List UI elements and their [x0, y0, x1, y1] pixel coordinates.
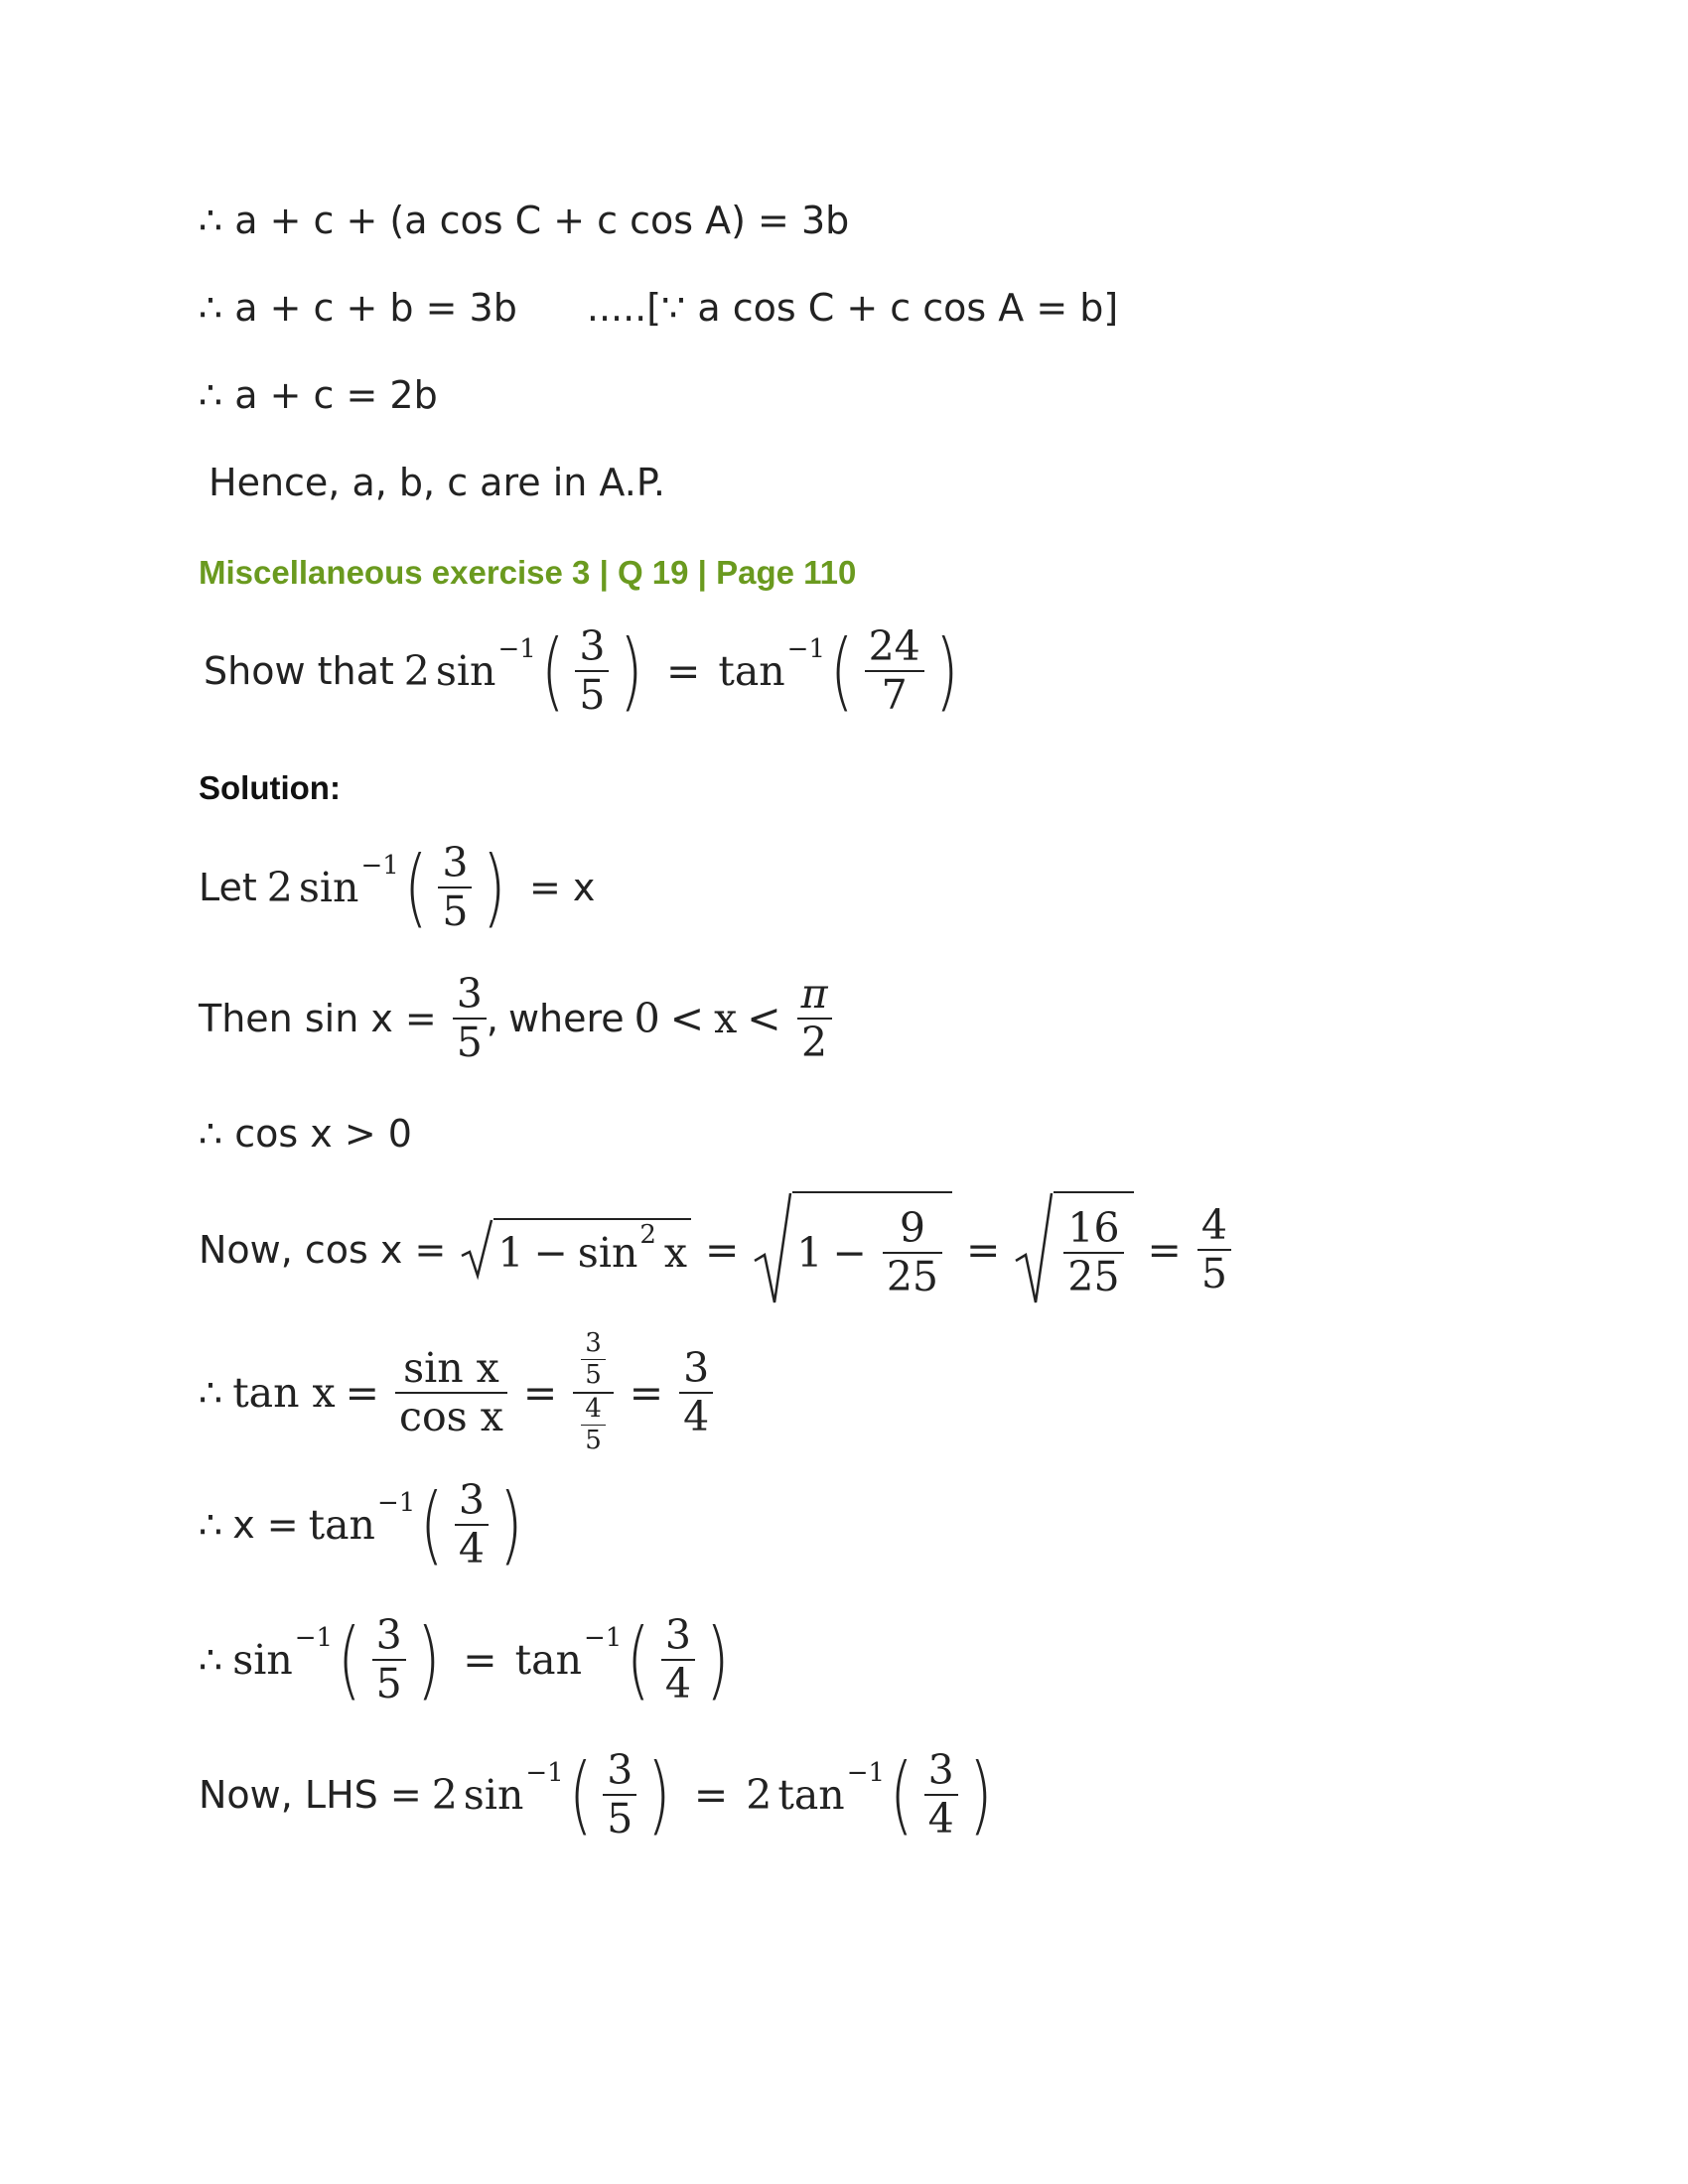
cos-eq-2: = — [966, 1226, 1001, 1274]
let-frac — [438, 839, 472, 936]
lhs-frac-1-num: 3 — [607, 1746, 633, 1794]
sqrt-3-radicand — [1054, 1191, 1133, 1308]
cos-eq-3: = — [1147, 1226, 1182, 1274]
identity-frac-1 — [372, 1611, 406, 1708]
sqrt-2-minus: − — [832, 1229, 867, 1277]
x-paren: ( $\frac{3}{4}$ ) — [420, 1475, 523, 1575]
proof-line-3 — [199, 373, 438, 417]
lhs-eq: = — [693, 1771, 729, 1820]
tan-eq-1: = — [345, 1368, 380, 1417]
question-statement — [204, 621, 963, 722]
tan-compound-top-den: 5 — [585, 1360, 602, 1391]
then-lt-1: < — [669, 995, 705, 1043]
sqrt-2-den: 25 — [886, 1253, 939, 1300]
then-two: 2 — [801, 1019, 828, 1067]
question-sin-inv: −1 — [497, 634, 536, 665]
sqrt-3-frac — [1063, 1203, 1123, 1300]
cos-eq-1: = — [705, 1226, 740, 1274]
sqrt-1 — [460, 1218, 691, 1282]
tan-compound-bottom-den: 5 — [585, 1425, 602, 1455]
question-tan-inv: −1 — [786, 634, 825, 665]
tan-compound-bottom-num: 4 — [585, 1393, 602, 1424]
identity-therefore: ∴ — [199, 1638, 223, 1683]
sqrt-1-x: x — [663, 1229, 688, 1277]
now-cos-prefix: Now, cos x = — [199, 1228, 447, 1272]
sqrt-1-sup: 2 — [639, 1220, 656, 1250]
x-tan-inv: −1 — [376, 1488, 416, 1519]
let-sin: sin — [298, 864, 359, 912]
identity-frac-2 — [661, 1611, 695, 1708]
question-frac-1-den: 5 — [579, 671, 606, 720]
question-prefix: Show that — [204, 649, 394, 694]
sqrt-1-minus: − — [533, 1229, 568, 1277]
lhs-sin: sin — [463, 1771, 524, 1820]
identity-tan-inv: −1 — [583, 1623, 623, 1654]
proof-conclusion-text: Hence, a, b, c are in A.P. — [209, 461, 665, 504]
identity-paren-2: ( $\frac{3}{4}$ ) — [627, 1610, 730, 1710]
proof-line-2-text: ∴ a + c + b = 3b — [199, 286, 517, 330]
cos-result-frac — [1197, 1200, 1231, 1297]
proof-conclusion — [209, 461, 665, 504]
tan-result-den: 4 — [683, 1392, 710, 1440]
solution-label: Solution: — [199, 769, 341, 806]
sqrt-3-den: 25 — [1067, 1253, 1120, 1300]
sqrt-3 — [1014, 1191, 1133, 1308]
then-where: where — [507, 997, 625, 1041]
lhs-frac-1-den: 5 — [607, 1795, 633, 1843]
tan-ratio-frac — [395, 1343, 507, 1440]
let-frac-den: 5 — [442, 887, 469, 936]
identity-eq: = — [463, 1636, 497, 1685]
sqrt-2-one: 1 — [796, 1229, 823, 1277]
proof-line-2 — [199, 286, 1118, 330]
question-frac-1 — [575, 622, 609, 720]
solution-identity-line — [199, 1610, 735, 1710]
identity-paren-1: ( $\frac{3}{5}$ ) — [338, 1610, 441, 1710]
identity-frac-2-den: 4 — [664, 1660, 691, 1708]
then-frac — [453, 970, 487, 1067]
tan-eq-3: = — [629, 1368, 664, 1417]
then-x: x — [714, 995, 738, 1043]
tan-eq-2: = — [522, 1368, 558, 1417]
identity-frac-1-num: 3 — [375, 1611, 402, 1659]
lhs-prefix: Now, LHS = — [199, 1773, 422, 1818]
identity-sin-inv: −1 — [294, 1623, 334, 1654]
tan-compound-top-num: 3 — [585, 1328, 602, 1358]
lhs-frac-2 — [924, 1746, 958, 1843]
cos-result-den: 5 — [1200, 1250, 1227, 1297]
solution-tan-line — [199, 1330, 719, 1454]
question-tan: tan — [718, 647, 785, 696]
then-pi: π — [800, 970, 828, 1018]
sqrt-2-frac — [883, 1203, 942, 1300]
proof-line-1-text: ∴ a + c + (a cos C + c cos A) = 3b — [199, 199, 850, 242]
tan-therefore: ∴ — [199, 1370, 223, 1415]
identity-frac-1-den: 5 — [375, 1660, 402, 1708]
question-coef: 2 — [403, 647, 430, 696]
question-heading: Miscellaneous exercise 3 | Q 19 | Page 110 — [199, 554, 857, 591]
sqrt-1-radicand — [493, 1218, 691, 1282]
tan-result-num: 3 — [683, 1343, 710, 1392]
identity-frac-2-num: 3 — [664, 1611, 691, 1659]
sqrt-1-sin: sin — [577, 1229, 638, 1277]
lhs-frac-1 — [603, 1746, 636, 1843]
x-frac-den: 4 — [458, 1525, 485, 1573]
let-sin-inv: −1 — [360, 851, 399, 882]
identity-tan: tan — [514, 1636, 582, 1685]
tan-ratio-den: cos x — [399, 1392, 503, 1440]
question-sin: sin — [435, 647, 496, 696]
solution-cos-line — [199, 1191, 1237, 1308]
lhs-coef-1: 2 — [431, 1771, 458, 1820]
let-paren: ( $\frac{3}{5}$ ) — [403, 838, 506, 938]
lhs-tan-inv: −1 — [846, 1758, 886, 1789]
x-eq: x = — [232, 1503, 299, 1548]
proof-line-1 — [199, 199, 849, 242]
let-suffix: = x — [528, 866, 596, 910]
lhs-frac-2-den: 4 — [927, 1795, 954, 1843]
solution-cos-positive — [199, 1112, 412, 1156]
then-comma: , — [486, 997, 498, 1041]
question-paren-1: ( $\frac{3}{5}$ ) — [540, 621, 643, 722]
question-frac-2-num: 24 — [868, 622, 920, 670]
question-eq: = — [665, 647, 701, 696]
tan-compound-top — [581, 1330, 606, 1390]
lhs-coef-2: 2 — [746, 1771, 773, 1820]
solution-lhs-line — [199, 1745, 997, 1845]
x-tan: tan — [308, 1501, 375, 1550]
then-prefix: Then sin x = — [199, 997, 437, 1041]
solution-then-line — [199, 970, 838, 1067]
tan-compound-den — [573, 1394, 614, 1455]
sqrt-2-num: 9 — [899, 1203, 925, 1252]
cos-positive-text: ∴ cos x > 0 — [199, 1112, 412, 1156]
question-paren-2: ( $\frac{24}{7}$ ) — [830, 621, 959, 722]
tan-compound-num — [573, 1330, 614, 1392]
solution-let-line — [199, 838, 596, 938]
lhs-tan: tan — [777, 1771, 845, 1820]
sqrt-3-num: 16 — [1067, 1203, 1120, 1252]
then-pi-frac — [797, 970, 832, 1067]
let-frac-num: 3 — [442, 839, 469, 887]
identity-sin: sin — [232, 1636, 293, 1685]
tan-compound-frac — [573, 1330, 614, 1454]
proof-line-3-text: ∴ a + c = 2b — [199, 373, 438, 417]
question-frac-1-num: 3 — [579, 622, 606, 670]
tan-compound-bottom — [581, 1393, 606, 1455]
lhs-sin-inv: −1 — [525, 1758, 564, 1789]
proof-line-2-note: .....[∵ a cos C + c cos A = b] — [586, 286, 1119, 330]
question-frac-2 — [865, 622, 924, 720]
x-therefore: ∴ — [199, 1503, 223, 1548]
sqrt-2 — [753, 1191, 952, 1308]
solution-x-line — [199, 1475, 527, 1575]
x-frac-num: 3 — [458, 1476, 485, 1524]
sqrt-1-one: 1 — [497, 1229, 524, 1277]
then-lt-2: < — [747, 995, 781, 1043]
then-zero: 0 — [633, 995, 660, 1043]
x-frac — [455, 1476, 489, 1573]
tan-x: tan x — [232, 1368, 336, 1417]
tan-ratio-num: sin x — [403, 1343, 499, 1392]
lhs-paren-2: ( $\frac{3}{4}$ ) — [890, 1745, 993, 1845]
then-frac-num: 3 — [456, 970, 483, 1018]
sqrt-2-radicand — [792, 1191, 952, 1308]
cos-result-num: 4 — [1200, 1200, 1227, 1249]
lhs-paren-1: ( $\frac{3}{5}$ ) — [568, 1745, 671, 1845]
let-coef: 2 — [266, 864, 293, 912]
tan-result-frac — [679, 1343, 713, 1440]
then-frac-den: 5 — [456, 1019, 483, 1067]
let-prefix: Let — [199, 866, 257, 910]
question-frac-2-den: 7 — [881, 671, 908, 720]
lhs-frac-2-num: 3 — [927, 1746, 954, 1794]
